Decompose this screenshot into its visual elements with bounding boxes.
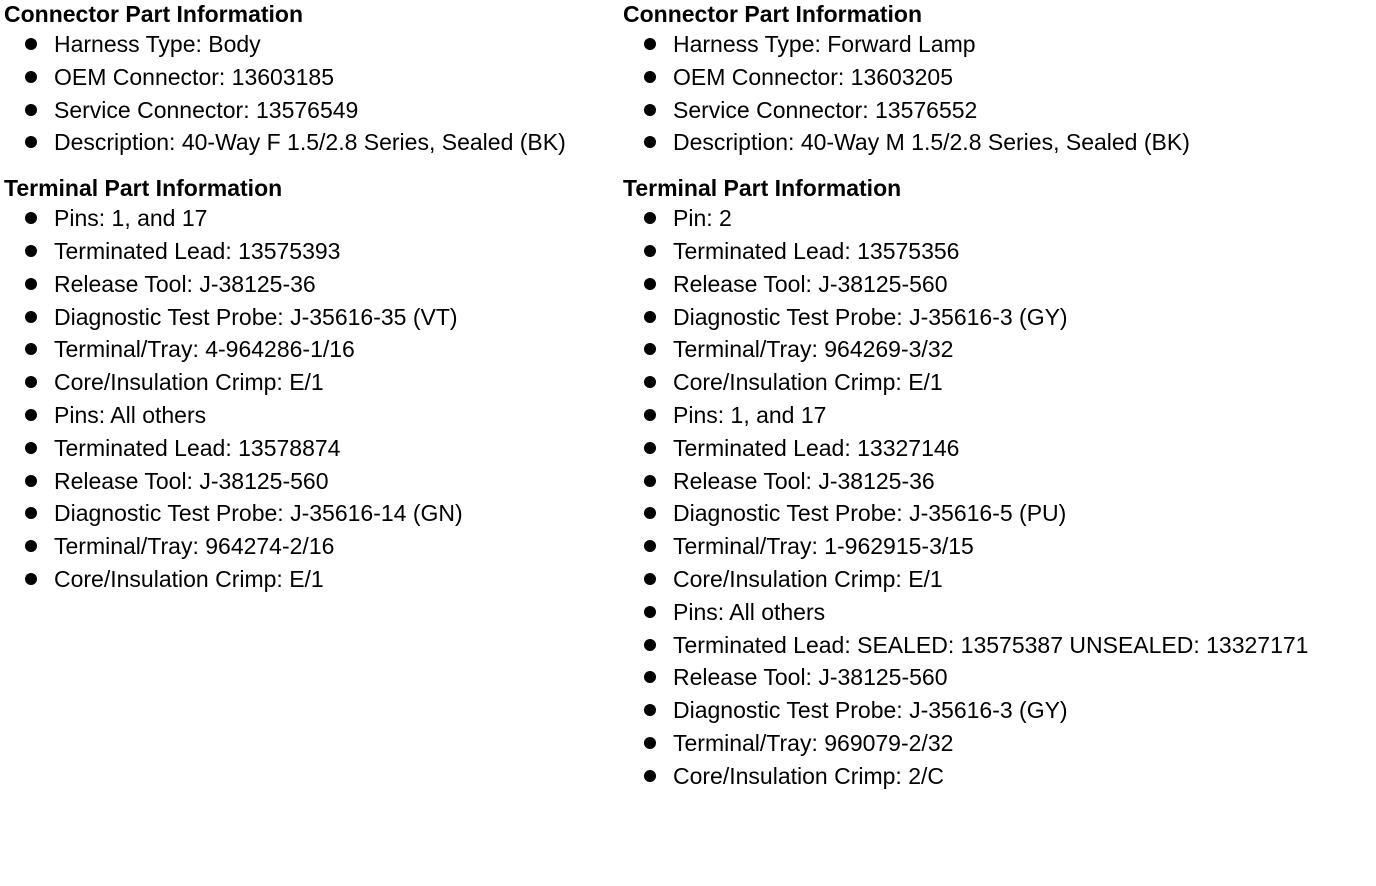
list-item bbox=[623, 333, 1373, 366]
list-item bbox=[623, 94, 1373, 127]
list-item-text: Harness Type: Body bbox=[54, 31, 261, 57]
bullet-icon bbox=[25, 212, 37, 224]
list-item-text: Release Tool: J-38125-560 bbox=[54, 467, 329, 494]
connector-heading: Connector Part Information bbox=[623, 1, 923, 27]
list-item bbox=[4, 399, 616, 432]
list-item bbox=[623, 596, 1373, 629]
connector-list bbox=[4, 28, 616, 159]
bullet-icon bbox=[644, 475, 656, 487]
list-item bbox=[4, 563, 616, 596]
list-item-text: Release Tool: J-38125-560 bbox=[673, 270, 948, 297]
list-item-text: Terminated Lead: 13575356 bbox=[673, 237, 960, 264]
list-item-text: Pins: 1, and 17 bbox=[673, 401, 827, 428]
list-item bbox=[623, 301, 1373, 334]
terminal-group-list bbox=[623, 399, 1373, 596]
list-item-text: OEM Connector: 13603205 bbox=[673, 63, 954, 90]
bullet-icon bbox=[644, 376, 656, 388]
bullet-icon bbox=[25, 311, 37, 323]
bullet-icon bbox=[25, 343, 37, 355]
list-item bbox=[623, 661, 1373, 694]
list-item bbox=[623, 432, 1373, 465]
list-item bbox=[4, 268, 616, 301]
list-item bbox=[4, 126, 616, 159]
list-item-text: Diagnostic Test Probe: J-35616-35 (VT) bbox=[54, 303, 458, 330]
list-item bbox=[623, 366, 1373, 399]
bullet-icon bbox=[644, 409, 656, 421]
list-item bbox=[623, 28, 1373, 61]
list-item bbox=[623, 694, 1373, 727]
list-item-text: Description: 40-Way F 1.5/2.8 Series, Sealed (BK) bbox=[54, 129, 566, 156]
list-item-text: Terminated Lead: SEALED: 13575387 UNSEALED: 13327171 bbox=[673, 631, 1309, 658]
bullet-icon bbox=[644, 639, 656, 651]
list-item-text: Terminal/Tray: 4-964286-1/16 bbox=[54, 336, 355, 363]
terminal-heading: Terminal Part Information bbox=[623, 175, 902, 202]
list-item-text: Pins: All others bbox=[54, 401, 207, 428]
terminal-group-list bbox=[4, 202, 616, 399]
list-item-text: Terminated Lead: 13578874 bbox=[54, 434, 341, 461]
list-item-text: Release Tool: J-38125-36 bbox=[673, 467, 935, 494]
list-item-text: Description: 40-Way M 1.5/2.8 Series, Sealed (BK) bbox=[673, 129, 1190, 156]
terminal-group-list bbox=[623, 202, 1373, 399]
list-item bbox=[623, 497, 1373, 530]
list-item-text: Service Connector: 13576552 bbox=[673, 96, 978, 123]
bullet-icon bbox=[25, 573, 37, 585]
bullet-icon bbox=[25, 475, 37, 487]
list-item bbox=[4, 94, 616, 127]
bullet-icon bbox=[644, 540, 656, 552]
bullet-icon bbox=[644, 136, 656, 148]
right-column bbox=[623, 0, 1373, 793]
list-item bbox=[623, 235, 1373, 268]
list-item bbox=[4, 530, 616, 563]
list-item bbox=[4, 432, 616, 465]
list-item bbox=[4, 28, 616, 61]
list-item bbox=[623, 727, 1373, 760]
list-item bbox=[623, 465, 1373, 498]
list-item-text: Core/Insulation Crimp: E/1 bbox=[54, 369, 324, 396]
bullet-icon bbox=[25, 442, 37, 454]
list-item-text: Core/Insulation Crimp: E/1 bbox=[673, 565, 943, 592]
list-item bbox=[623, 760, 1373, 793]
list-item bbox=[623, 61, 1373, 94]
terminal-heading: Terminal Part Information bbox=[4, 175, 283, 202]
list-item bbox=[623, 563, 1373, 596]
list-item-text: Diagnostic Test Probe: J-35616-5 (PU) bbox=[673, 500, 1067, 527]
list-item bbox=[623, 202, 1373, 235]
terminal-group-list bbox=[4, 399, 616, 596]
left-column bbox=[4, 0, 616, 596]
list-item bbox=[623, 126, 1373, 159]
list-item bbox=[4, 235, 616, 268]
list-item-text: Terminal/Tray: 964274-2/16 bbox=[54, 533, 335, 560]
bullet-icon bbox=[25, 104, 37, 116]
list-item-text: Release Tool: J-38125-560 bbox=[673, 664, 948, 691]
list-item-text: Service Connector: 13576549 bbox=[54, 96, 359, 123]
list-item bbox=[623, 530, 1373, 563]
bullet-icon bbox=[25, 278, 37, 290]
list-item bbox=[4, 333, 616, 366]
bullet-icon bbox=[644, 606, 656, 618]
bullet-icon bbox=[644, 442, 656, 454]
list-item-text: Release Tool: J-38125-36 bbox=[54, 270, 316, 297]
list-item-text: Pins: All others bbox=[673, 598, 826, 625]
list-item bbox=[4, 497, 616, 530]
bullet-icon bbox=[644, 212, 656, 224]
bullet-icon bbox=[644, 71, 656, 83]
bullet-icon bbox=[25, 376, 37, 388]
list-item bbox=[623, 399, 1373, 432]
bullet-icon bbox=[644, 343, 656, 355]
list-item bbox=[4, 61, 616, 94]
bullet-icon bbox=[644, 38, 656, 50]
bullet-icon bbox=[644, 245, 656, 257]
list-item-text: Harness Type: Forward Lamp bbox=[673, 31, 976, 57]
list-item-text: Core/Insulation Crimp: 2/C bbox=[673, 762, 944, 789]
list-item-text: Diagnostic Test Probe: J-35616-14 (GN) bbox=[54, 500, 463, 527]
list-item-text: Terminal/Tray: 964269-3/32 bbox=[673, 336, 954, 363]
bullet-icon bbox=[644, 104, 656, 116]
list-item-text: Terminated Lead: 13327146 bbox=[673, 434, 960, 461]
bullet-icon bbox=[644, 278, 656, 290]
list-item-text: Diagnostic Test Probe: J-35616-3 (GY) bbox=[673, 697, 1068, 724]
bullet-icon bbox=[25, 136, 37, 148]
bullet-icon bbox=[644, 573, 656, 585]
bullet-icon bbox=[25, 507, 37, 519]
bullet-icon bbox=[644, 311, 656, 323]
list-item-text: Terminated Lead: 13575393 bbox=[54, 237, 341, 264]
bullet-icon bbox=[644, 737, 656, 749]
list-item-text: Terminal/Tray: 1-962915-3/15 bbox=[673, 533, 974, 560]
list-item-text: Core/Insulation Crimp: E/1 bbox=[673, 369, 943, 396]
bullet-icon bbox=[25, 38, 37, 50]
connector-heading: Connector Part Information bbox=[4, 1, 304, 27]
bullet-icon bbox=[644, 704, 656, 716]
bullet-icon bbox=[644, 770, 656, 782]
list-item bbox=[4, 465, 616, 498]
list-item-text: Core/Insulation Crimp: E/1 bbox=[54, 565, 324, 592]
bullet-icon bbox=[25, 71, 37, 83]
list-item bbox=[4, 301, 616, 334]
list-item bbox=[623, 629, 1373, 662]
list-item bbox=[623, 268, 1373, 301]
bullet-icon bbox=[25, 540, 37, 552]
terminal-group-list bbox=[623, 596, 1373, 793]
list-item bbox=[4, 366, 616, 399]
list-item-text: OEM Connector: 13603185 bbox=[54, 63, 335, 90]
list-item bbox=[4, 202, 616, 235]
list-item-text: Terminal/Tray: 969079-2/32 bbox=[673, 729, 954, 756]
bullet-icon bbox=[644, 507, 656, 519]
bullet-icon bbox=[644, 671, 656, 683]
list-item-text: Diagnostic Test Probe: J-35616-3 (GY) bbox=[673, 303, 1068, 330]
bullet-icon bbox=[25, 409, 37, 421]
connector-list bbox=[623, 28, 1373, 159]
bullet-icon bbox=[25, 245, 37, 257]
list-item-text: Pin: 2 bbox=[673, 205, 732, 232]
list-item-text: Pins: 1, and 17 bbox=[54, 205, 208, 232]
